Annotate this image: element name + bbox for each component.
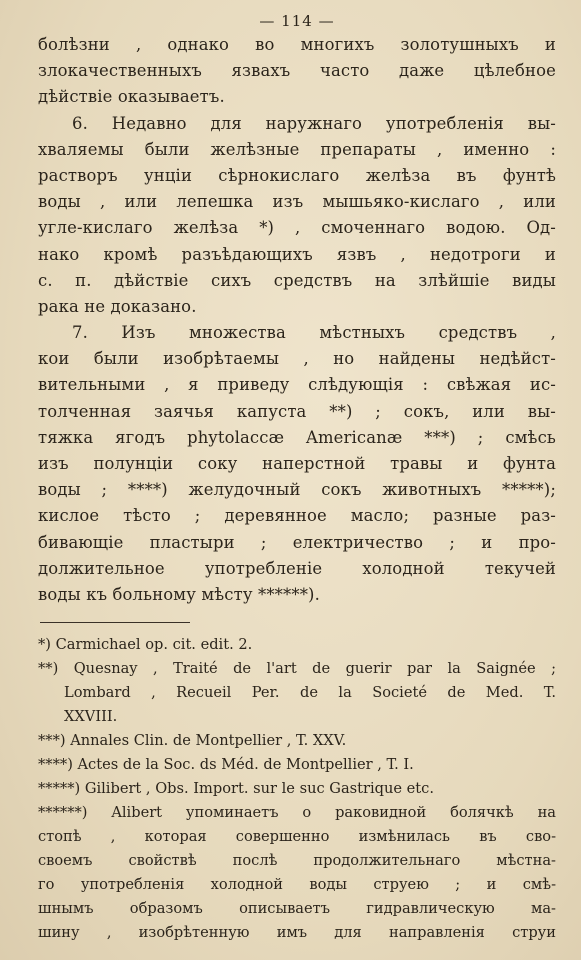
text-line: с. п. дѣйствіе сихъ средствъ на злѣйшіе виды	[38, 270, 556, 290]
text-line: вительными , я приведу слѣдующія : свѣжая ис-	[38, 375, 556, 395]
text-line: воды ; ****) желудочный сокъ животныхъ *****);	[38, 480, 556, 500]
footnote-continuation: Lombard , Recueil Per. de la Societé de Med. T.	[64, 684, 556, 702]
text-line: угле-кислаго желѣза *) , смоченнаго водою. Од-	[38, 218, 556, 238]
page-header	[38, 10, 556, 32]
footnote: *) Carmichael op. cit. edit. 2.	[38, 636, 253, 654]
text-line: воды къ больному мѣсту ******).	[38, 584, 320, 604]
text-line: толченная заячья капуста **) ; сокъ, или вы-	[38, 401, 556, 421]
text-line: кислое тѣсто ; деревянное масло; разные раз-	[38, 506, 556, 526]
body-text	[38, 32, 556, 608]
text-line: бивающіе пластыри ; електричество ; и про-	[38, 532, 556, 552]
paragraph-7-start: 7. Изъ множества мѣстныхъ средствъ ,	[72, 323, 556, 343]
text-line: нако кромѣ разъѣдающихъ язвъ , недотроги и	[38, 244, 556, 264]
footnote: ****) Actes de la Soc. ds Méd. de Montpellier , T. I.	[38, 756, 414, 774]
footnote-continuation: го употребленія холодной воды струею ; и смѣ-	[38, 876, 556, 894]
text-line: изъ полунціи соку наперстной травы и фунта	[38, 454, 556, 473]
text-line: растворъ унціи сѣрнокислаго желѣза въ фунтѣ	[38, 165, 556, 185]
text-line: хваляемы были желѣзные препараты , именно :	[38, 139, 556, 159]
text-line: тяжка ягодъ phytolaccæ Americanæ ***) ; смѣсь	[38, 427, 556, 447]
footnotes	[38, 633, 556, 945]
text-line: дѣйствіе оказываетъ.	[38, 87, 225, 107]
footnote: ***) Annales Clin. de Montpellier , T. XXV.	[38, 732, 347, 750]
text-line: воды , или лепешка изъ мышьяко-кислаго , или	[38, 192, 556, 212]
footnote: *****) Gilibert , Obs. Import. sur le suc Gastrique etc.	[38, 780, 434, 798]
footnote: ******) Alibert упоминаетъ о раковидной болячкѣ на	[38, 804, 556, 822]
footnote-divider	[40, 622, 190, 623]
footnote: **) Quesnay , Traité de l'art de guerir par la Saignée ;	[38, 660, 556, 678]
footnote-continuation: XXVIII.	[64, 708, 118, 726]
page-number: — 114 —	[259, 12, 335, 30]
paragraph-6-start: 6. Недавно для наружнаго употребленія вы-	[72, 113, 556, 133]
text-line: злокачественныхъ язвахъ часто даже цѣлебное	[38, 61, 556, 81]
text-line: кои были изобрѣтаемы , но найдены недѣйст-	[38, 349, 556, 369]
text-line: рака не доказано.	[38, 296, 197, 316]
text-line: должительное употребленіе холодной текучей	[38, 558, 556, 578]
footnote-continuation: стопѣ , которая совершенно измѣнилась въ сво-	[38, 828, 556, 846]
footnote-continuation: своемъ свойствѣ послѣ продолжительнаго мѣстна-	[38, 852, 556, 870]
text-line: болѣзни , однако во многихъ золотушныхъ и	[38, 35, 556, 54]
footnote-continuation: шину , изобрѣтенную имъ для направленія струи	[38, 924, 556, 942]
footnote-continuation: шнымъ образомъ описываетъ гидравлическую ма-	[38, 900, 556, 918]
